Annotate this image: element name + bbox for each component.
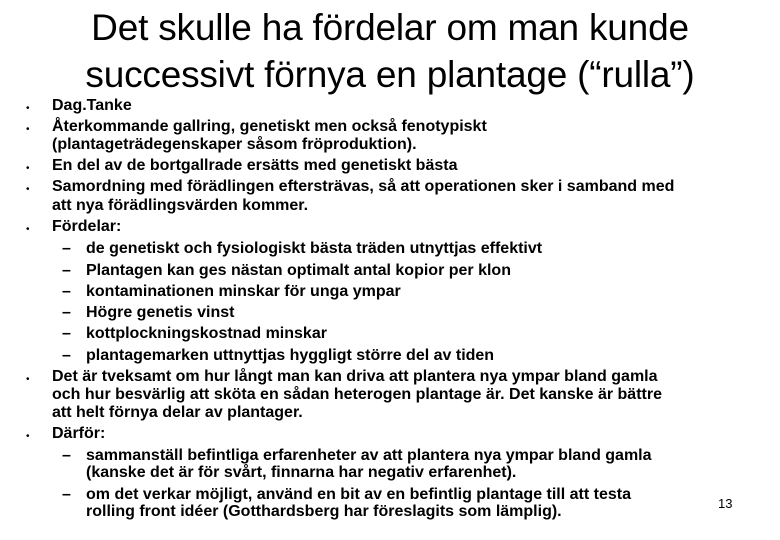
sub-bullet-text: kottplockningskostnad minskar xyxy=(86,325,327,342)
sub-bullet-text-continued: (kanske det är för svårt, finnarna har negativ erfarenhet). xyxy=(86,464,517,481)
bullet-text-continued: (plantageträdegenskaper såsom fröproduktion). xyxy=(52,136,417,153)
sub-bullet-dash: – xyxy=(62,283,71,300)
bullet-text: Återkommande gallring, genetiskt men också fenotypiskt xyxy=(52,118,487,135)
sub-bullet-text: de genetiskt och fysiologiskt bästa träden utnyttjas effektivt xyxy=(86,240,543,257)
sub-bullet-text: sammanställ befintliga erfarenheter av att plantera nya ympar bland gamla xyxy=(86,447,652,464)
bullet-dot: • xyxy=(26,431,30,442)
bullet-text-continued: och hur besvärlig att sköta en sådan heterogen plantage är. Det kanske är bättre xyxy=(52,386,662,403)
sub-bullet-text: plantagemarken uttnyttjas hyggligt större del av tiden xyxy=(86,347,495,364)
page-number: 13 xyxy=(718,496,733,511)
bullet-text-continued: att helt förnya delar av plantager. xyxy=(52,404,303,421)
sub-bullet-dash: – xyxy=(62,486,71,503)
sub-bullet-dash: – xyxy=(62,447,71,464)
bullet-text: En del av de bortgallrade ersätts med genetiskt bästa xyxy=(52,157,458,174)
bullet-text: Samordning med förädlingen eftersträvas, så att operationen sker i samband med xyxy=(52,178,675,195)
title-line-1: Det skulle ha fördelar om man kunde xyxy=(91,7,689,48)
title-line-2: successivt förnya en plantage (“rulla”) xyxy=(85,54,695,95)
bullet-dot: • xyxy=(26,163,30,174)
bullet-text: Dag.Tanke xyxy=(52,97,132,114)
sub-bullet-dash: – xyxy=(62,262,71,279)
sub-bullet-text: Plantagen kan ges nästan optimalt antal kopior per klon xyxy=(86,262,511,279)
bullet-dot: • xyxy=(26,124,30,135)
bullet-text: Därför: xyxy=(52,425,106,442)
sub-bullet-text: Högre genetis vinst xyxy=(86,304,235,321)
sub-bullet-text-continued: rolling front idéer (Gotthardsberg har föreslagits som lämplig). xyxy=(86,503,562,520)
bullet-dot: • xyxy=(26,103,30,114)
sub-bullet-dash: – xyxy=(62,325,71,342)
sub-bullet-text: om det verkar möjligt, använd en bit av en befintlig plantage till att testa xyxy=(86,486,631,503)
bullet-text-continued: att nya förädlingsvärden kommer. xyxy=(52,197,309,214)
bullet-dot: • xyxy=(26,374,30,385)
bullet-text: Det är tveksamt om hur långt man kan driva att plantera nya ympar bland gamla xyxy=(52,368,658,385)
sub-bullet-text: kontaminationen minskar för unga ympar xyxy=(86,283,401,300)
sub-bullet-dash: – xyxy=(62,240,71,257)
bullet-dot: • xyxy=(26,224,30,235)
sub-bullet-dash: – xyxy=(62,304,71,321)
bullet-dot: • xyxy=(26,184,30,195)
sub-bullet-dash: – xyxy=(62,347,71,364)
bullet-text: Fördelar: xyxy=(52,218,122,235)
